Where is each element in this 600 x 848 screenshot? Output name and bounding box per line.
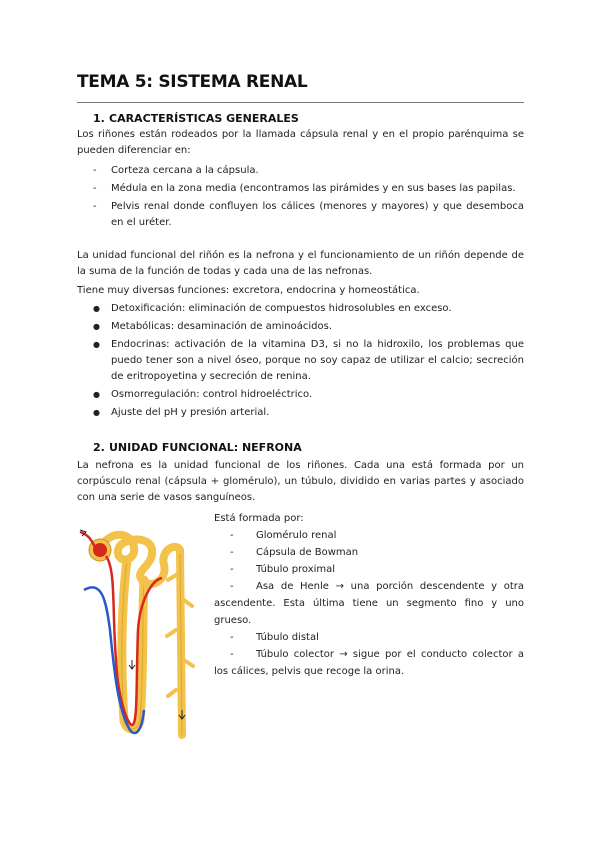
- nephron-parts-list: [214, 527, 524, 680]
- list-item: - Cápsula de Bowman: [230, 547, 359, 558]
- list-item: - Túbulo distal: [230, 632, 319, 643]
- list-item: - Pelvis renal donde confluyen los cálices (menores y mayores) y que desemboca en el uréter.: [93, 199, 524, 231]
- section1-heading-text: CARACTERÍSTICAS GENERALES: [109, 112, 299, 125]
- formed-by-label: Está formada por:: [214, 513, 304, 524]
- section1-number: 1.: [93, 112, 105, 125]
- section2-number: 2.: [93, 441, 105, 454]
- list-item: - Médula en la zona media (encontramos las pirámides y en sus bases las papilas.: [93, 181, 524, 197]
- section1-paragraph-3: Tiene muy diversas funciones: excretora, endocrina y homeostática.: [77, 285, 420, 296]
- list-item: - Túbulo proximal: [230, 564, 336, 575]
- section1-paragraph-2: La unidad funcional del riñón es la nefrona y el funcionamiento de un riñón depende de la suma de la función de todas y cada una de las nefronas.: [77, 250, 524, 277]
- list-item: ● Osmorregulación: control hidroeléctrico.: [93, 387, 524, 403]
- list-item: ● Ajuste del pH y presión arterial.: [93, 405, 524, 421]
- section1-bullet-list: [93, 301, 524, 421]
- section2-intro: La nefrona es la unidad funcional de los riñones. Cada una está formada por un corpúsculo renal (cápsula + glomérulo), un túbulo, dividido en varias partes y asociado con una serie de vasos sanguíneos.: [77, 460, 524, 503]
- list-item: ● Detoxificación: eliminación de compuestos hidrosolubles en exceso.: [93, 301, 524, 317]
- section1-heading: [93, 112, 299, 125]
- list-item: - Glomérulo renal: [230, 530, 337, 541]
- section1-intro: Los riñones están rodeados por la llamada cápsula renal y en el propio parénquima se pueden diferenciar en:: [77, 129, 524, 156]
- nephron-illustration: [72, 520, 202, 745]
- section2-heading: [93, 441, 302, 454]
- section2-heading-text: UNIDAD FUNCIONAL: NEFRONA: [109, 441, 302, 454]
- list-item: - Asa de Henle → una porción descendente y otra ascendente. Esta última tiene un segmento fino y uno grueso.: [214, 581, 524, 626]
- title-divider: [77, 102, 524, 103]
- page-title: TEMA 5: SISTEMA RENAL: [77, 72, 308, 92]
- list-item: - Túbulo colector → sigue por el conducto colector a los cálices, pelvis que recoge la orina.: [214, 649, 524, 677]
- list-item: ● Metabólicas: desaminación de aminoácidos.: [93, 319, 524, 335]
- section1-dash-list: [93, 163, 524, 231]
- list-item: ● Endocrinas: activación de la vitamina D3, si no la hidroxilo, los problemas que puedo tener son a nivel óseo, porque no soy capaz de utilizar el calcio; secreción de eritropoyetina y secreción de renina.: [93, 337, 524, 385]
- convoluted-tubule-shape: [102, 535, 180, 584]
- list-item: - Corteza cercana a la cápsula.: [93, 163, 524, 179]
